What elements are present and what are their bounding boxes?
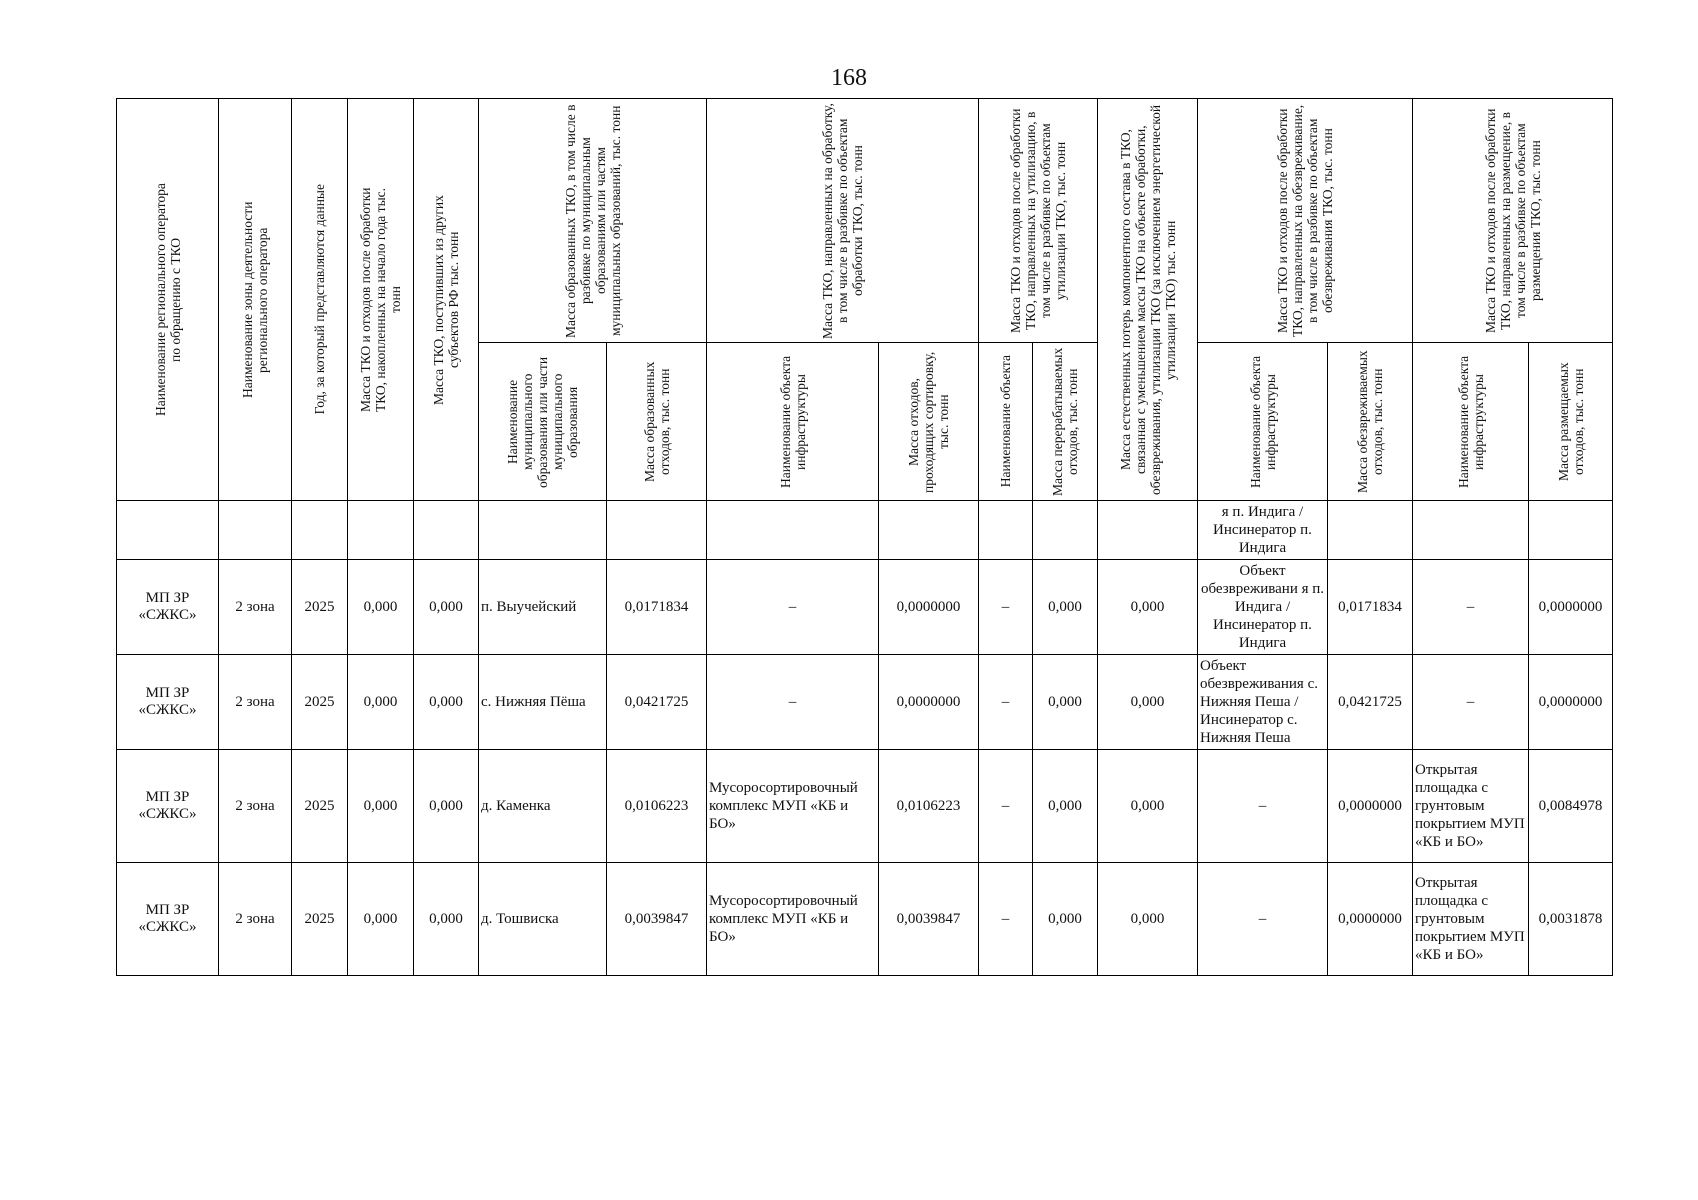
- cell-mass-placed: 0,0031878: [1529, 863, 1613, 976]
- subheader-mass-sorting: Масса отходов, проходящих сортировку, тыс. тонн: [879, 343, 979, 501]
- table-row-continuation: [117, 501, 1613, 560]
- cell-mass-formed: 0,0421725: [607, 655, 707, 750]
- cell-processing-object: –: [707, 655, 879, 750]
- cell-year: 2025: [292, 750, 348, 863]
- cell-mass-processed: 0,000: [1033, 655, 1098, 750]
- subheader-mass-neutralized: Масса обезвреживаемых отходов, тыс. тонн: [1328, 343, 1413, 501]
- cell-mass-other: 0,000: [414, 863, 479, 976]
- cell-utilization-object: –: [979, 863, 1033, 976]
- cell-neutralization-object: –: [1198, 750, 1328, 863]
- table-row: [117, 863, 1613, 976]
- header-mass-neutralization: Масса ТКО и отходов после обработки ТКО, направленных на обезвреживание, в том числе в разбивке по объектам обезвреживания ТКО, тыс. тонн: [1198, 99, 1413, 343]
- cell-placement-object: –: [1413, 560, 1529, 655]
- cell-processing-object: –: [707, 560, 879, 655]
- cell-mass-formed: 0,0171834: [607, 560, 707, 655]
- cell-mass-start: 0,000: [348, 560, 414, 655]
- subheader-mass-formed: Масса образованных отходов, тыс. тонн: [607, 343, 707, 501]
- header-mass-other-regions: Масса ТКО, поступивших из других субъектов РФ тыс. тонн: [414, 99, 479, 501]
- cell-mass-neutralized: 0,0000000: [1328, 750, 1413, 863]
- cell-natural-losses: 0,000: [1098, 560, 1198, 655]
- cell-zone: 2 зона: [219, 560, 292, 655]
- cell-mass-other: 0,000: [414, 750, 479, 863]
- cell-operator: МП ЗР «СЖКС»: [117, 863, 219, 976]
- cell-mass-formed: 0,0106223: [607, 750, 707, 863]
- subheader-mass-processed: Масса перерабатываемых отходов, тыс. тонн: [1033, 343, 1098, 501]
- cell-utilization-object: –: [979, 655, 1033, 750]
- cell-neutralization-object: –: [1198, 863, 1328, 976]
- cell-mass-other: 0,000: [414, 560, 479, 655]
- cell-mass-start: 0,000: [348, 750, 414, 863]
- header-mass-processing: Масса ТКО, направленных на обработку, в том числе в разбивке по объектам обработки ТКО, тыс. тонн: [707, 99, 979, 343]
- cell-mass-placed: 0,0000000: [1529, 655, 1613, 750]
- cell-mass-start: 0,000: [348, 655, 414, 750]
- subheader-utilization-object: Наименование объекта: [979, 343, 1033, 501]
- cell-mass-processed: 0,000: [1033, 863, 1098, 976]
- cell-mass-formed: 0,0039847: [607, 863, 707, 976]
- cell-neutralization-object: Объект обезвреживани я п. Индига / Инсинератор п. Индига: [1198, 560, 1328, 655]
- cell-placement-object: –: [1413, 655, 1529, 750]
- cell-municipality: д. Каменка: [479, 750, 607, 863]
- cell-placement-object: Открытая площадка с грунтовым покрытием МУП «КБ и БО»: [1413, 863, 1529, 976]
- cell-municipality: д. Тошвиска: [479, 863, 607, 976]
- cell-neutralization-object: Объект обезвреживания с. Нижняя Пеша / Инсинератор с. Нижняя Пеша: [1198, 655, 1328, 750]
- cell-mass-neutralized: 0,0000000: [1328, 863, 1413, 976]
- header-mass-start: Масса ТКО и отходов после обработки ТКО, накопленных на начало года тыс. тонн: [348, 99, 414, 501]
- table-row: [117, 560, 1613, 655]
- header-operator: Наименование регионального оператора по обращению с ТКО: [117, 99, 219, 501]
- cell-operator: МП ЗР «СЖКС»: [117, 655, 219, 750]
- subheader-mass-placed: Масса размещаемых отходов, тыс. тонн: [1529, 343, 1613, 501]
- cell-processing-object: Мусоросортировочный комплекс МУП «КБ и БО»: [707, 750, 879, 863]
- cell-municipality: с. Нижняя Пёша: [479, 655, 607, 750]
- cell-operator: МП ЗР «СЖКС»: [117, 750, 219, 863]
- waste-data-table: [116, 98, 1613, 976]
- table-row: [117, 750, 1613, 863]
- cell-mass-sorting: 0,0106223: [879, 750, 979, 863]
- cell-natural-losses: 0,000: [1098, 655, 1198, 750]
- cell-mass-start: 0,000: [348, 863, 414, 976]
- subheader-processing-object: Наименование объекта инфраструктуры: [707, 343, 879, 501]
- cell-year: 2025: [292, 655, 348, 750]
- cell-mass-placed: 0,0084978: [1529, 750, 1613, 863]
- page-number: 168: [831, 65, 867, 91]
- header-mass-placement: Масса ТКО и отходов после обработки ТКО, направленных на размещение, в том числе в разбивке по объектам размещения ТКО, тыс. тонн: [1413, 99, 1613, 343]
- header-year: Год, за который представляются данные: [292, 99, 348, 501]
- cell-zone: 2 зона: [219, 655, 292, 750]
- cell-zone: 2 зона: [219, 750, 292, 863]
- cell-operator: МП ЗР «СЖКС»: [117, 560, 219, 655]
- cell-mass-sorting: 0,0000000: [879, 560, 979, 655]
- header-zone: Наименование зоны деятельности регионального оператора: [219, 99, 292, 501]
- cell-year: 2025: [292, 863, 348, 976]
- cell-mass-sorting: 0,0000000: [879, 655, 979, 750]
- header-natural-losses: Масса естественных потерь компонентного состава в ТКО, связанная с уменьшением массы ТКО на объекте обработки, обезвреживания, утилизации ТКО (за исключением энергетической утилизации ТКО) тыс. тонн: [1098, 99, 1198, 501]
- table-row: [117, 655, 1613, 750]
- cell-utilization-object: –: [979, 560, 1033, 655]
- cell-municipality: п. Выучейский: [479, 560, 607, 655]
- header-mass-formed: Масса образованных ТКО, в том числе в разбивке по муниципальным образованиям или частям муниципальных образований, тыс. тонн: [479, 99, 707, 343]
- subheader-placement-object: Наименование объекта инфраструктуры: [1413, 343, 1529, 501]
- cell-natural-losses: 0,000: [1098, 750, 1198, 863]
- cell-utilization-object: –: [979, 750, 1033, 863]
- cell-mass-neutralized: 0,0171834: [1328, 560, 1413, 655]
- subheader-municipality: Наименование муниципального образования или части муниципального образования: [479, 343, 607, 501]
- cell-neutralization-object: я п. Индига / Инсинератор п. Индига: [1198, 501, 1328, 560]
- cell-mass-neutralized: 0,0421725: [1328, 655, 1413, 750]
- cell-processing-object: Мусоросортировочный комплекс МУП «КБ и БО»: [707, 863, 879, 976]
- cell-mass-sorting: 0,0039847: [879, 863, 979, 976]
- cell-natural-losses: 0,000: [1098, 863, 1198, 976]
- cell-mass-processed: 0,000: [1033, 750, 1098, 863]
- cell-mass-placed: 0,0000000: [1529, 560, 1613, 655]
- cell-placement-object: Открытая площадка с грунтовым покрытием МУП «КБ и БО»: [1413, 750, 1529, 863]
- header-row: [117, 99, 1613, 343]
- cell-zone: 2 зона: [219, 863, 292, 976]
- cell-mass-other: 0,000: [414, 655, 479, 750]
- cell-year: 2025: [292, 560, 348, 655]
- subheader-neutralization-object: Наименование объекта инфраструктуры: [1198, 343, 1328, 501]
- cell-mass-processed: 0,000: [1033, 560, 1098, 655]
- header-mass-utilization: Масса ТКО и отходов после обработки ТКО, направленных на утилизацию, в том числе в разбивке по объектам утилизации ТКО, тыс. тонн: [979, 99, 1098, 343]
